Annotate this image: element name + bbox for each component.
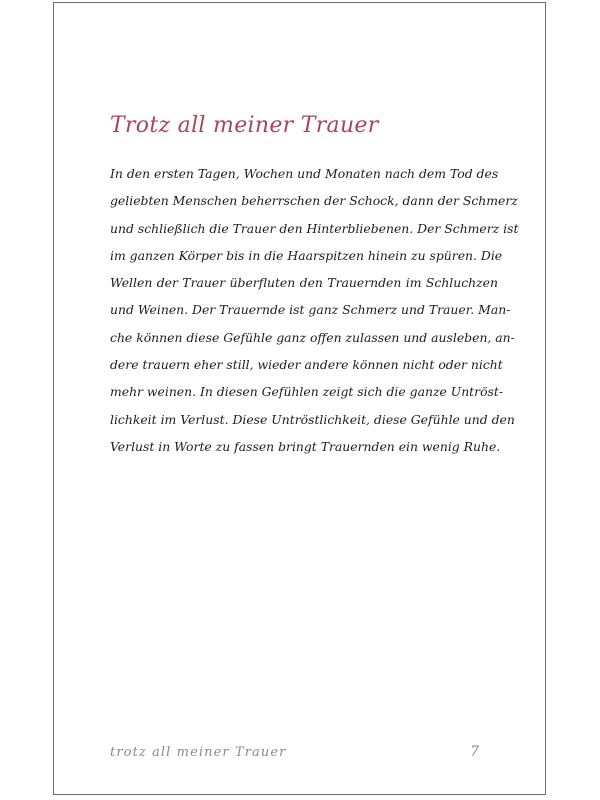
paragraph-line: geliebten Menschen beherrschen der Schock, dann der Schmerz [110, 193, 518, 209]
page-heading: Trotz all meiner Trauer [110, 113, 379, 138]
book-page [53, 2, 546, 795]
running-footer: trotz all meiner Trauer [110, 745, 287, 760]
paragraph-line: Wellen der Trauer überfluten den Trauernden im Schluchzen [110, 275, 498, 291]
paragraph-line: und Weinen. Der Trauernde ist ganz Schmerz und Trauer. Man- [110, 302, 511, 318]
paragraph-line: mehr weinen. In diesen Gefühlen zeigt sich die ganze Untröst- [110, 384, 504, 400]
body-paragraph [110, 160, 519, 460]
paragraph-line: im ganzen Körper bis in die Haarspitzen hinein zu spüren. Die [110, 247, 503, 263]
paragraph-line: und schließlich die Trauer den Hinterbliebenen. Der Schmerz ist [110, 220, 519, 236]
paragraph-line: lichkeit im Verlust. Diese Untröstlichkeit, diese Gefühle und den [110, 411, 515, 427]
page-number: 7 [470, 744, 479, 760]
paragraph-line: In den ersten Tagen, Wochen und Monaten nach dem Tod des [110, 166, 499, 181]
paragraph-line: Verlust in Worte zu fassen bringt Trauernden ein wenig Ruhe. [110, 438, 501, 454]
paragraph-line: che können diese Gefühle ganz offen zulassen und ausleben, an- [110, 329, 515, 345]
paragraph-line: dere trauern eher still, wieder andere können nicht oder nicht [110, 357, 503, 373]
